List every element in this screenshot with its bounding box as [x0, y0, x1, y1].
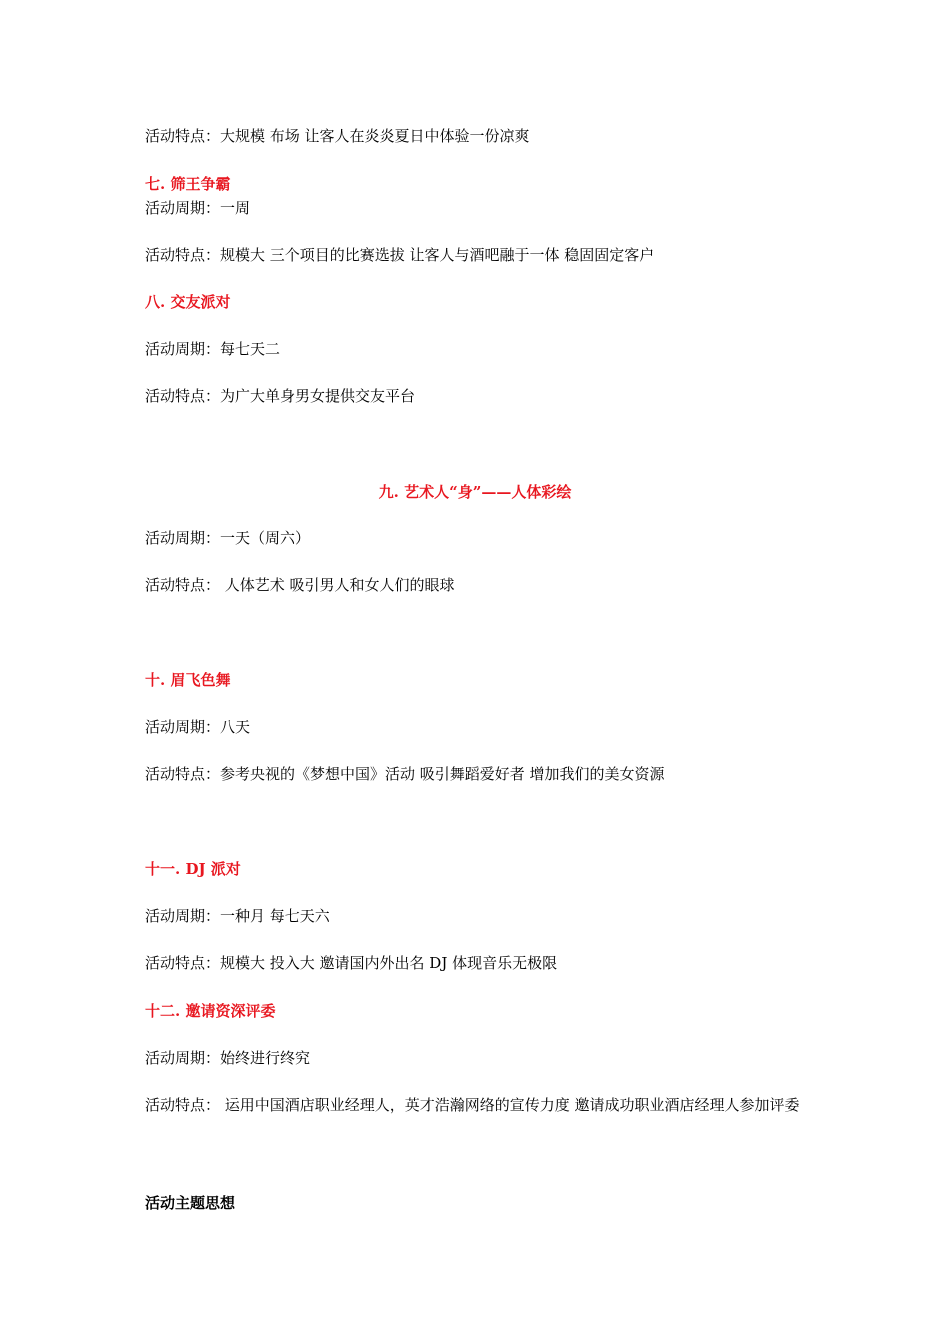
- section-heading-10: 十. 眉飞色舞: [145, 671, 231, 689]
- feature-line: 活动特点：参考央视的《梦想中国》活动 吸引舞蹈爱好者 增加我们的美女资源: [145, 765, 665, 783]
- theme-heading: 活动主题思想: [145, 1194, 236, 1212]
- period-line: 活动周期：一周: [145, 199, 251, 217]
- period-line: 活动周期：每七天二: [145, 340, 281, 358]
- section-heading-9: 九. 艺术人“身”——人体彩绘: [378, 483, 572, 501]
- feature-line: 活动特点：为广大单身男女提供交友平台: [145, 387, 416, 405]
- period-line: 活动周期：一天（周六）: [145, 529, 311, 547]
- period-line: 活动周期：一种月 每七天六: [145, 907, 330, 925]
- period-line: 活动周期：八天: [145, 718, 251, 736]
- feature-line: 活动特点： 运用中国酒店职业经理人，英才浩瀚网络的宣传力度 邀请成功职业酒店经理人参加评委: [145, 1096, 800, 1114]
- feature-line: 活动特点：规模大 投入大 邀请国内外出名 DJ 体现音乐无极限: [145, 954, 558, 972]
- period-line: 活动周期：始终进行终究: [145, 1049, 311, 1067]
- section-heading-7: 七. 筛王争霸: [145, 175, 231, 193]
- feature-line: 活动特点： 人体艺术 吸引男人和女人们的眼球: [145, 576, 455, 594]
- section-heading-12: 十二. 邀请资深评委: [145, 1002, 276, 1020]
- section-heading-8: 八. 交友派对: [145, 293, 231, 311]
- feature-line: 活动特点：大规模 布场 让客人在炎炎夏日中体验一份凉爽: [145, 127, 530, 145]
- feature-line: 活动特点：规模大 三个项目的比赛选拔 让客人与酒吧融于一体 稳固固定客户: [145, 246, 655, 264]
- section-heading-11: 十一. DJ 派对: [145, 860, 241, 878]
